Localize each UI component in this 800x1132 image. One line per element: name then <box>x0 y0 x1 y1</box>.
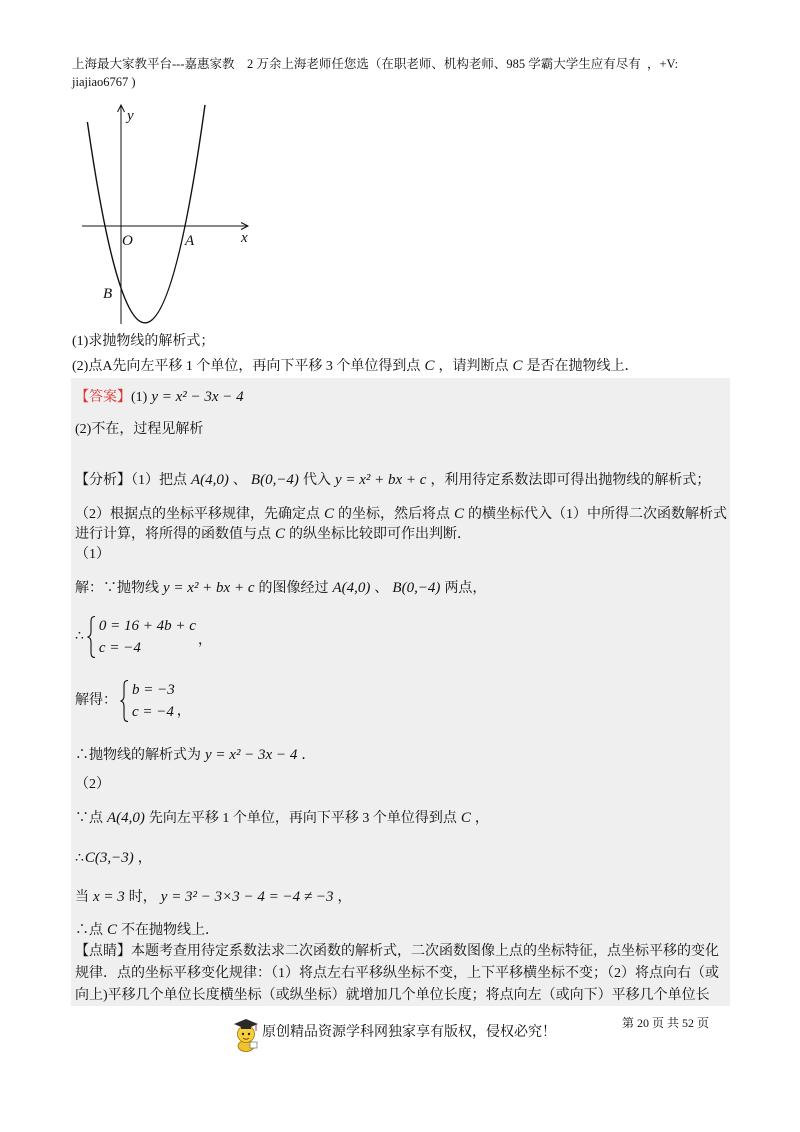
parabola-equation: y = x² − 3x − 4 <box>151 389 244 405</box>
remark-line-1 <box>75 942 719 962</box>
remark-line-2: 规律．点的坐标平移变化规律：（1）将点左右平移纵坐标不变，上下平移横坐标不变；（2）将点向右（或 <box>75 966 719 981</box>
left-brace-icon <box>119 679 129 723</box>
parabola-equation: y = x² − 3x − 4 <box>205 747 298 763</box>
analysis-line-2 <box>75 504 727 524</box>
general-equation: y = x² + bx + c <box>334 472 427 488</box>
text-run: 、 <box>232 473 247 488</box>
point-c-symbol: C <box>424 358 435 374</box>
text-run: ． <box>301 748 316 763</box>
point-c-coords: C(3,−3) <box>84 850 134 866</box>
text-run: 是否在抛物线上． <box>526 359 639 374</box>
point-c-symbol: C <box>107 922 118 938</box>
equation-system-1 <box>75 615 212 659</box>
text-run: ， <box>474 811 489 826</box>
solution-panel <box>71 378 730 1006</box>
x-value: x = 3 <box>93 889 125 905</box>
text-run: 解：∵抛物线 <box>75 581 159 596</box>
point-c-symbol: C <box>275 526 286 542</box>
text-run: ， <box>137 851 152 866</box>
analysis-line-3 <box>75 524 471 544</box>
copyright-notice: 原创精品资源学科网独家享有版权，侵权必究！ <box>262 1025 556 1040</box>
part-1-label: （1） <box>75 547 110 562</box>
equation-row: c = −4 <box>132 704 174 720</box>
text-run: (2)点A先向左平移 1 个单位，再向下平移 3 个单位得到点 <box>72 359 421 374</box>
therefore-symbol: ∴ <box>75 629 84 644</box>
point-c-symbol: C <box>512 358 523 374</box>
text-run: 代入 <box>302 473 331 488</box>
point-c-symbol: C <box>324 506 335 522</box>
graduate-mascot-icon <box>232 1016 260 1052</box>
text-run: ∵点 <box>75 811 103 826</box>
text-run: ∴点 <box>75 923 103 938</box>
point-b-label: B <box>103 286 113 302</box>
origin-label: O <box>122 233 133 249</box>
solution-step-5 <box>75 887 352 907</box>
text-run: 、 <box>374 581 389 596</box>
text-run: ∴抛物线的解析式为 <box>75 748 201 763</box>
point-b-coords: B(0,−4) <box>392 580 441 596</box>
text-run: ，利用待定系数法即可得出抛物线的解析式； <box>430 473 711 488</box>
answer-tag: 【答案】 <box>75 390 131 405</box>
header-advert-contact: jiajiao6767 ) <box>72 75 136 89</box>
left-brace-icon <box>86 615 96 659</box>
text-run: ，请判断点 <box>438 359 509 374</box>
text-run: 本题考查用待定系数法求二次函数的解析式，二次函数图像上点的坐标特征，点坐标平移的变化 <box>131 944 719 959</box>
page-number: 第 20 页 共 52 页 <box>622 1016 710 1030</box>
point-c-symbol: C <box>454 506 465 522</box>
punctuation: ， <box>176 704 191 719</box>
point-a-label: A <box>185 233 195 249</box>
system-rows <box>97 615 198 659</box>
equation-row: 0 = 16 + 4b + c <box>98 618 196 634</box>
text-run: 时， <box>128 890 157 905</box>
point-c-symbol: C <box>460 810 471 826</box>
y-axis-label: y <box>127 108 134 124</box>
header-advert-line: 上海最大家教平台---嘉惠家教 2 万余上海老师任您选（在职老师、机构老师、985 学霸大学生应有尽有 ，+V: <box>72 57 679 71</box>
text-run: 当 <box>75 890 89 905</box>
point-a-coords: A(4,0) <box>332 580 371 596</box>
system-rows <box>130 679 177 723</box>
punctuation: ， <box>197 633 212 648</box>
point-b-coords: B(0,−4) <box>250 472 299 488</box>
text-run: 不在抛物线上． <box>121 923 220 938</box>
therefore-symbol: ∴ <box>75 851 84 866</box>
part-number: (1) <box>131 390 148 405</box>
x-axis-label: x <box>241 230 248 246</box>
equation-row: b = −3 <box>132 682 175 698</box>
question-2 <box>72 356 638 376</box>
parabola-figure <box>78 100 258 332</box>
text-run: 的横坐标代入（1）中所得二次函数解析式 <box>468 507 728 522</box>
text-run: （2）根据点的坐标平移规律，先确定点 <box>75 507 320 522</box>
answer-line-2: (2)不在，过程见解析 <box>75 422 204 437</box>
part-2-label: （2） <box>75 777 110 792</box>
analysis-line-1 <box>75 470 710 490</box>
text-run: 的纵坐标比较即可作出判断． <box>289 527 472 542</box>
solve-label: 解得： <box>75 693 117 708</box>
text-run: 先向左平移 1 个单位，再向下平移 3 个单位得到点 <box>148 811 457 826</box>
text-run: ， <box>337 890 352 905</box>
text-run: （1）把点 <box>131 473 187 488</box>
text-run: 的坐标，然后将点 <box>338 507 451 522</box>
text-run: 的图像经过 <box>258 581 329 596</box>
text-run: 进行计算，将所得的函数值与点 <box>75 527 271 542</box>
solution-step-4 <box>75 848 152 868</box>
equation-row: c = −4 <box>98 640 141 656</box>
equation-system-2 <box>75 679 191 723</box>
solution-step-6 <box>75 920 219 940</box>
point-a-coords: A(4,0) <box>191 472 229 488</box>
point-a-coords: A(4,0) <box>107 810 145 826</box>
question-1: (1)求抛物线的解析式； <box>72 334 215 349</box>
general-equation: y = x² + bx + c <box>163 580 255 596</box>
remark-tag: 【点睛】 <box>75 944 131 959</box>
answer-line-1 <box>75 387 248 407</box>
solution-step-2 <box>75 745 315 765</box>
text-run: 两点， <box>444 581 487 596</box>
analysis-tag: 【分析】 <box>75 473 131 488</box>
solution-step-1 <box>75 578 486 598</box>
solution-step-3 <box>75 808 489 828</box>
evaluation-expression: y = 3² − 3×3 − 4 = −4 ≠ −3 <box>160 889 334 905</box>
remark-line-3: 向上)平移几个单位长度横坐标（或纵坐标）就增加几个单位长度；将点向左（或向下）平移几个单位长 <box>75 988 710 1003</box>
